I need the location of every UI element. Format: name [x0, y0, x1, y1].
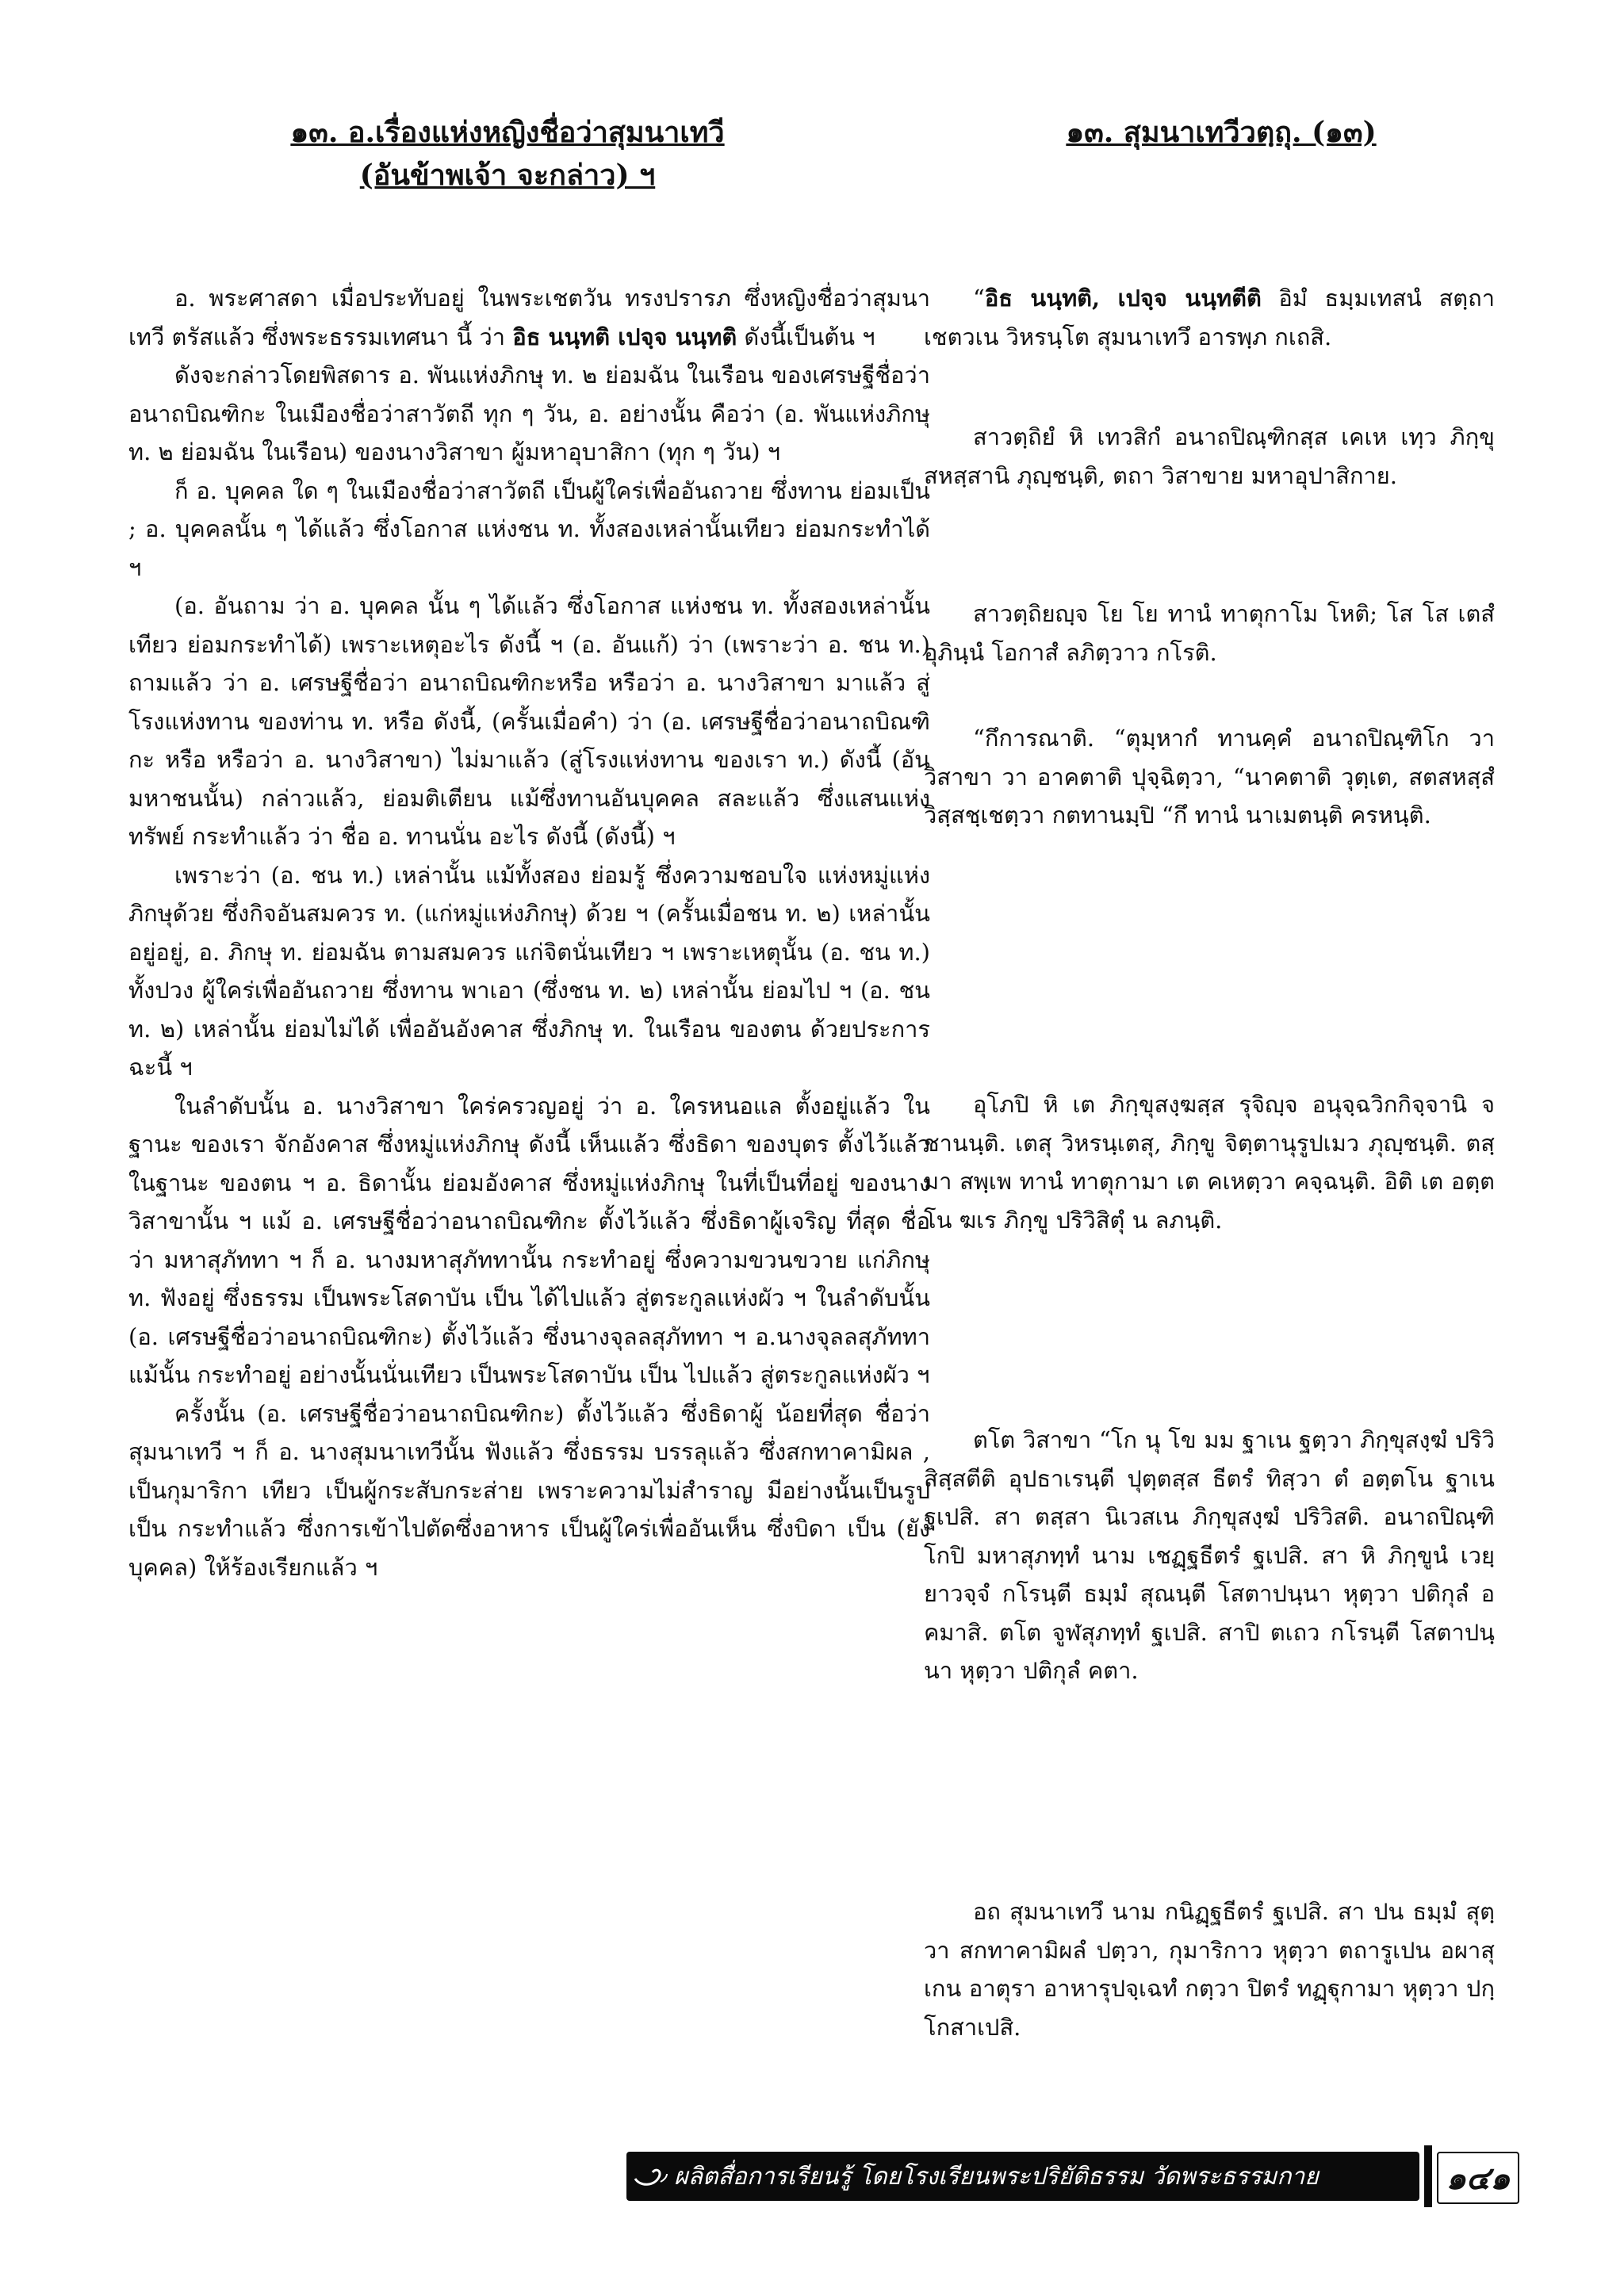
right-paragraph-1: [924, 279, 1495, 356]
right-p1-rest: อิมํ ธมฺมเทสนํ สตฺถา เชตวเน วิหรนฺโต สุมนาเทวึ อารพฺภ กเถสิ.: [924, 285, 1495, 350]
swirl-ornament-icon: [626, 2152, 674, 2201]
right-paragraph-5: อุโภปิ หิ เต ภิกฺขุสงฺฆสฺส รุจิญฺจ อนุจฺฉวิกกิจฺจานิ จ ชานนฺติ. เตสุ วิหรนฺเตสุ, ภิกฺขู จิตฺตานุรูปเมว ภุญฺชนฺติ. ตสฺมา สพฺเพ ทานํ ทาตุกามา เต คเหตฺวา คจฺฉนฺติ. อิติ เต อตฺตโน ฆเร ภิกฺขู ปริวิสิตุํ น ลภนฺติ.: [924, 1091, 1495, 1234]
left-paragraph-1: [128, 279, 930, 356]
left-paragraph-5: เพราะว่า (อ. ชน ท.) เหล่านั้น แม้ทั้งสอง ย่อมรู้ ซึ่งความชอบใจ แห่งหมู่แห่งภิกษุด้วย ซึ่งกิจอันสมควร ท. (แก่หมู่แห่งภิกษุ) ด้วย ฯ (ครั้นเมื่อชน ท. ๒) เหล่านั้น อยู่อยู่, อ. ภิกษุ ท. ย่อมฉัน ตามสมควร แก่จิตนั่นเทียว ฯ เพราะเหตุนั้น (อ. ชน ท.) ทั้งปวง ผู้ใคร่เพื่ออันถวาย ซึ่งทาน พาเอา (ซึ่งชน ท. ๒) เหล่านั้น ย่อมไป ฯ (อ. ชน ท. ๒) เหล่านั้น ย่อมไม่ได้ เพื่ออันอังคาส ซึ่งภิกษุ ท. ในเรือน ของตน ด้วยประการฉะนี้ ฯ: [128, 861, 930, 1081]
footer-text: ผลิตสื่อการเรียนรู้ โดยโรงเรียนพระปริยัติธรรม วัดพระธรรมกาย: [674, 2162, 1319, 2191]
right-paragraph-6: ตโต วิสาขา “โก นุ โข มม ฐาเน ฐตฺวา ภิกฺขุสงฺฆํ ปริวิสิสฺสตีติ อุปธาเรนฺตี ปุตฺตสฺส ธีตรํ ทิสฺวา ตํ อตฺตโน ฐาเน ฐเปสิ. สา ตสฺสา นิเวสเน ภิกฺขุสงฺฆํ ปริวิสติ. อนาถปิณฺฑิโกปิ มหาสุภทฺทํ นาม เชฏฺฐธีตรํ ฐเปสิ. สา หิ ภิกฺขูนํ เวยฺยาวจฺจํ กโรนฺตี ธมฺมํ สุณนฺตี โสตาปนฺนา หุตฺวา ปติกุลํ อคมาสิ. ตโต จูฬสุภทฺทํ ฐเปสิ. สาปิ ตเถว กโรนฺตี โสตาปนฺนา หุตฺวา ปติกุลํ คตา.: [924, 1426, 1495, 1684]
left-paragraph-2: ดังจะกล่าวโดยพิสดาร อ. พันแห่งภิกษุ ท. ๒ ย่อมฉัน ในเรือน ของเศรษฐีชื่อว่า อนาถบิณฑิกะ ในเมืองชื่อว่าสาวัตถี ทุก ๆ วัน, อ. อย่างนั้น คือว่า (อ. พันแห่งภิกษุ ท. ๒ ย่อมฉัน ในเรือน) ของนางวิสาขา ผู้มหาอุบาสิกา (ทุก ๆ วัน) ฯ: [128, 362, 930, 465]
footer-divider: [1424, 2145, 1432, 2207]
right-heading: ๑๓. สุมนาเทวีวตฺถุ. (๑๓): [1066, 116, 1377, 149]
right-paragraph-3: สาวตฺถิยญฺจ โย โย ทานํ ทาตุกาโม โหติ; โส โส เตสํ อุภินฺนํ โอกาสํ ลภิตฺวาว กโรติ.: [924, 600, 1495, 666]
right-p1-verse: อิธ นนฺทติ, เปจฺจ นนฺทตีติ: [984, 285, 1262, 312]
left-paragraph-3: ก็ อ. บุคคล ใด ๆ ในเมืองชื่อว่าสาวัตถี เป็นผู้ใคร่เพื่ออันถวาย ซึ่งทาน ย่อมเป็น ; อ. บุคคลนั้น ๆ ได้แล้ว ซึ่งโอกาส แห่งชน ท. ทั้งสองเหล่านั้นเทียว ย่อมกระทำได้ ฯ: [128, 476, 930, 581]
left-p1-outro: ดังนี้เป็นต้น ฯ: [737, 323, 875, 350]
left-heading-line1: ๑๓. อ.เรื่องแห่งหญิงชื่อว่าสุมนาเทวี: [290, 116, 725, 149]
thai-translation-column: [128, 279, 930, 1586]
right-p1-quote: “: [973, 285, 985, 312]
left-paragraph-6: ในลำดับนั้น อ. นางวิสาขา ใคร่ครวญอยู่ ว่า อ. ใครหนอแล ตั้งอยู่แล้ว ในฐานะ ของเรา จักอังคาส ซึ่งหมู่แห่งภิกษุ ดังนี้ เห็นแล้ว ซึ่งธิดา ของบุตร ตั้งไว้แล้ว ในฐานะ ของตน ฯ อ. ธิดานั้น ย่อมอังคาส ซึ่งหมู่แห่งภิกษุ ในที่เป็นที่อยู่ ของนางวิสาขานั้น ฯ แม้ อ. เศรษฐีชื่อว่าอนาถบิณฑิกะ ตั้งไว้แล้ว ซึ่งธิดาผู้เจริญ ที่สุด ชื่อว่า มหาสุภัททา ฯ ก็ อ. นางมหาสุภัททานั้น กระทำอยู่ ซึ่งความขวนขวาย แก่ภิกษุ ท. ฟังอยู่ ซึ่งธรรม เป็นพระโสดาบัน เป็น ได้ไปแล้ว สู่ตระกูลแห่งผัว ฯ ในลำดับนั้น (อ. เศรษฐีชื่อว่าอนาถบิณฑิกะ) ตั้งไว้แล้ว ซึ่งนางจุลลสุภัททา ฯ อ.นางจุลลสุภัททาแม้นั้น กระทำอยู่ อย่างนั้นนั่นเทียว เป็นพระโสดาบัน เป็น ไปแล้ว สู่ตระกูลแห่งผัว ฯ: [128, 1092, 930, 1388]
footer-banner: [626, 2152, 1419, 2201]
right-paragraph-7: อถ สุมนาเทวึ นาม กนิฏฺฐธีตรํ ฐเปสิ. สา ปน ธมฺมํ สุตฺวา สกทาคามิผลํ ปตฺวา, กุมาริกาว หุตฺวา ตถารูเปน อผาสุเกน อาตุรา อาหารุปจฺเฉทํ กตฺวา ปิตรํ ทฏฺฐุกามา หุตฺวา ปกฺโกสาเปสิ.: [924, 1898, 1495, 2041]
left-heading: [190, 111, 825, 197]
left-paragraph-4: (อ. อันถาม ว่า อ. บุคคล นั้น ๆ ได้แล้ว ซึ่งโอกาส แห่งชน ท. ทั้งสองเหล่านั้นเทียว ย่อมกระทำได้) เพราะเหตุอะไร ดังนี้ ฯ (อ. อันแก้) ว่า (เพราะว่า อ. ชน ท.) ถามแล้ว ว่า อ. เศรษฐีชื่อว่า อนาถบิณฑิกะหรือ หรือว่า อ. นางวิสาขา มาแล้ว สู่โรงแห่งทาน ของท่าน ท. หรือ ดังนี้, (ครั้นเมื่อคำ) ว่า (อ. เศรษฐีชื่อว่าอนาถบิณฑิกะ หรือ หรือว่า อ. นางวิสาขา) ไม่มาแล้ว (สู่โรงแห่งทาน ของเรา ท.) ดังนี้ (อันมหาชนนั้น) กล่าวแล้ว, ย่อมติเตียน แม้ซึ่งทานอันบุคคล สละแล้ว ซึ่งแสนแห่งทรัพย์ กระทำแล้ว ว่า ชื่อ อ. ทานนั่น อะไร ดังนี้ (ดังนี้) ฯ: [128, 592, 930, 850]
left-p1-intro: อ. พระศาสดา เมื่อประทับอยู่ ในพระเชตวัน ทรงปรารภ ซึ่งหญิงชื่อว่าสุมนาเทวี ตรัสแล้ว ซึ่งพระธรรมเทศนา นี้ ว่า: [128, 285, 930, 350]
left-p1-verse: อิธ นนฺทติ เปจฺจ นนฺทติ: [512, 323, 737, 350]
right-paragraph-2: สาวตฺถิยํ หิ เทวสิกํ อนาถปิณฺฑิกสฺส เคเห เทฺว ภิกฺขุสหสฺสานิ ภุญฺชนฺติ, ตถา วิสาขาย มหาอุปาสิกาย.: [924, 423, 1495, 489]
page-number: ๑๔๑: [1437, 2152, 1519, 2204]
left-paragraph-7: ครั้งนั้น (อ. เศรษฐีชื่อว่าอนาถบิณฑิกะ) ตั้งไว้แล้ว ซึ่งธิดาผู้ น้อยที่สุด ชื่อว่าสุมนาเทวี ฯ ก็ อ. นางสุมนาเทวีนั้น ฟังแล้ว ซึ่งธรรม บรรลุแล้ว ซึ่งสกทาคามิผล , เป็นกุมาริกา เทียว เป็นผู้กระสับกระส่าย เพราะความไม่สำราญ มีอย่างนั้นเป็นรูป เป็น กระทำแล้ว ซึ่งการเข้าไปตัดซึ่งอาหาร เป็นผู้ใคร่เพื่ออันเห็น ซึ่งบิดา เป็น (ยังบุคคล) ให้ร้องเรียกแล้ว ฯ: [128, 1399, 930, 1581]
left-heading-line2: (อันข้าพเจ้า จะกล่าว) ฯ: [359, 159, 656, 192]
right-paragraph-4: “กึการณาติ. “ตุมฺหากํ ทานคฺคํ อนาถปิณฺฑิโก วา วิสาขา วา อาคตาติ ปุจฺฉิตฺวา, “นาคตาติ วุตฺเต, สตสหสฺสํ วิสฺสชฺเชตฺวา กตทานมฺปิ “กึ ทานํ นาเมตนฺติ ครหนฺติ.: [924, 725, 1495, 828]
